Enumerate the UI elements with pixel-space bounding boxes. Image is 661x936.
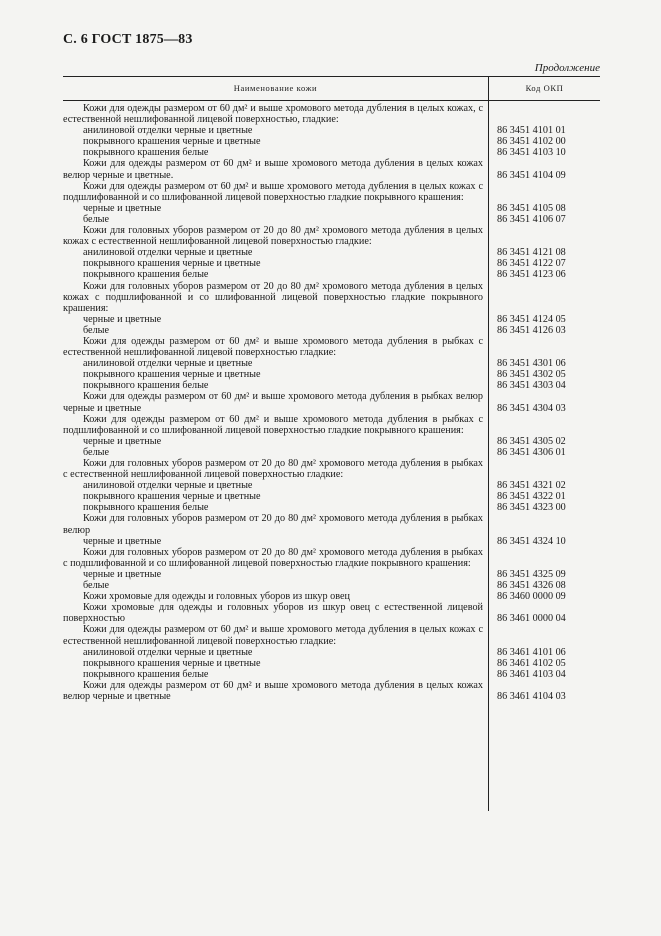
row-code: 86 3461 4104 03	[497, 690, 566, 702]
row-code: 86 3451 4304 03	[497, 402, 566, 414]
table-row-heading	[63, 103, 600, 125]
table-row	[63, 436, 600, 447]
row-code: 86 3451 4101 01	[497, 125, 566, 137]
row-code: 86 3461 4102 05	[497, 657, 566, 669]
column-header-name: Наименование кожи	[63, 77, 489, 100]
row-name: анилиновой отделки черные и цветные	[83, 358, 253, 370]
row-code: 86 3451 4301 06	[497, 358, 566, 370]
table-row-heading	[63, 680, 600, 702]
table-row	[63, 447, 600, 458]
table-row	[63, 147, 600, 158]
row-name: Кожи для головных уборов размером от 20 до 80 дм² хромового метода дубления в рыбках с подшлифованной и со шлифованной лицевой поверхностью гладкие покрывного крашения:	[63, 546, 483, 569]
table-row-heading	[63, 547, 600, 569]
row-name: покрывного крашения белые	[83, 269, 209, 281]
row-code: 86 3461 0000 04	[497, 613, 566, 625]
table-row	[63, 369, 600, 380]
table-row	[63, 258, 600, 269]
table-row	[63, 491, 600, 502]
row-name: черные и цветные	[83, 568, 162, 580]
row-name: Кожи для одежды размером от 60 дм² и выше хромового метода дубления в целых кожах, с естественной нешлифованной лицевой поверхностью, гладкие:	[63, 103, 483, 126]
row-name: Кожи для головных уборов размером от 20 до 80 дм² хромового метода дубления в целых кожах с подшлифованной и со шлифованной лицевой поверхностью гладкие покрывного крашения:	[63, 280, 483, 314]
row-code: 86 3451 4104 09	[497, 169, 566, 181]
row-name: черные и цветные	[83, 313, 162, 325]
table-row	[63, 380, 600, 391]
table-row	[63, 325, 600, 336]
table-row	[63, 125, 600, 136]
row-code: 86 3451 4105 08	[497, 202, 566, 214]
row-code: 86 3451 4306 01	[497, 446, 566, 458]
table-row-heading	[63, 602, 600, 624]
table-row	[63, 358, 600, 369]
table-row-heading	[63, 624, 600, 646]
row-name: белые	[83, 324, 110, 336]
table-row-heading	[63, 181, 600, 203]
row-name: черные и цветные	[83, 535, 162, 547]
table-row	[63, 247, 600, 258]
row-name: белые	[83, 213, 110, 225]
row-name: покрывного крашения белые	[83, 147, 209, 159]
row-name: покрывного крашения черные и цветные	[83, 491, 261, 503]
table-row-heading	[63, 458, 600, 480]
table-row	[63, 214, 600, 225]
row-code: 86 3451 4103 10	[497, 147, 566, 159]
row-name: покрывного крашения белые	[83, 668, 209, 680]
table-row	[63, 580, 600, 591]
row-code: 86 3451 4126 03	[497, 324, 566, 336]
table-row	[63, 502, 600, 513]
row-code: 86 3451 4121 08	[497, 247, 566, 259]
row-name: Кожи хромовые для одежды и головных уборов из шкур овец	[83, 591, 350, 603]
row-name: покрывного крашения белые	[83, 502, 209, 514]
leather-codes-table	[63, 76, 600, 702]
row-name: Кожи для одежды размером от 60 дм² и выше хромового метода дубления в целых кожах с естественной нешлифованной лицевой поверхностью гладкие:	[63, 624, 483, 647]
row-name: анилиновой отделки черные и цветные	[83, 125, 253, 137]
table-row-heading	[63, 158, 600, 180]
table-row	[63, 314, 600, 325]
row-code: 86 3461 4103 04	[497, 668, 566, 680]
row-code: 86 3451 4325 09	[497, 568, 566, 580]
row-name: Кожи для одежды размером от 60 дм² и выше хромового метода дубления в целых кожах велюр черные и цветные.	[63, 158, 483, 181]
table-row	[63, 480, 600, 491]
row-code: 86 3460 0000 09	[497, 591, 566, 603]
table-row-heading	[63, 225, 600, 247]
row-name: черные и цветные	[83, 202, 162, 214]
row-name: покрывного крашения черные и цветные	[83, 657, 261, 669]
table-row	[63, 647, 600, 658]
row-name: Кожи для головных уборов размером от 20 до 80 дм² хромового метода дубления в рыбках велюр	[63, 513, 483, 536]
row-name: Кожи для одежды размером от 60 дм² и выше хромового метода дубления в целых кожах с подшлифованной и со шлифованной лицевой поверхностью гладкие покрывного крашения:	[63, 180, 483, 203]
row-code: 86 3451 4102 00	[497, 136, 566, 148]
row-name: покрывного крашения черные и цветные	[83, 258, 261, 270]
row-code: 86 3451 4106 07	[497, 213, 566, 225]
row-name: Кожи для одежды размером от 60 дм² и выше хромового метода дубления в целых кожах велюр черные и цветные	[63, 679, 483, 702]
row-code: 86 3451 4324 10	[497, 535, 566, 547]
row-name: Кожи для одежды размером от 60 дм² и выше хромового метода дубления в рыбках велюр черные и цветные	[63, 391, 483, 414]
row-code: 86 3451 4303 04	[497, 380, 566, 392]
page-header: С. 6 ГОСТ 1875—83	[63, 32, 193, 47]
row-name: покрывного крашения черные и цветные	[83, 136, 261, 148]
table-row-heading	[63, 281, 600, 314]
column-header-code: Код ОКП	[525, 82, 564, 93]
table-row-heading	[63, 513, 600, 535]
table-row-heading	[63, 391, 600, 413]
row-code: 86 3451 4323 00	[497, 502, 566, 514]
row-code: 86 3451 4122 07	[497, 258, 566, 270]
row-code: 86 3451 4326 08	[497, 580, 566, 592]
row-name: Кожи для одежды размером от 60 дм² и выше хромового метода дубления в рыбках с подшлифованной и со шлифованной лицевой поверхностью гладкие покрывного крашения:	[63, 413, 483, 436]
row-name: анилиновой отделки черные и цветные	[83, 480, 253, 492]
row-code: 86 3451 4124 05	[497, 313, 566, 325]
table-row	[63, 536, 600, 547]
continuation-label: Продолжение	[534, 62, 600, 74]
row-name: анилиновой отделки черные и цветные	[83, 646, 253, 658]
row-name: покрывного крашения черные и цветные	[83, 369, 261, 381]
row-name: Кожи для одежды размером от 60 дм² и выше хромового метода дубления в рыбках с естественной нешлифованной лицевой поверхностью гладкие:	[63, 335, 483, 359]
table-row	[63, 203, 600, 214]
row-name: черные и цветные	[83, 435, 162, 447]
table-row-heading	[63, 414, 600, 436]
row-code: 86 3451 4322 01	[497, 491, 566, 503]
row-name: покрывного крашения белые	[83, 380, 209, 392]
row-code: 86 3451 4123 06	[497, 269, 566, 281]
table-row	[63, 136, 600, 147]
row-name: анилиновой отделки черные и цветные	[83, 247, 253, 259]
row-name: Кожи для головных уборов размером от 20 до 80 дм² хромового метода дубления в рыбках с естественной нешлифованной лицевой поверхностью гладкие:	[63, 458, 483, 481]
table-row	[63, 658, 600, 669]
row-name: Кожи хромовые для одежды и головных уборов из шкур овец с естественной лицевой поверхностью	[63, 602, 483, 625]
row-name: белые	[83, 580, 110, 592]
table-row-heading	[63, 336, 600, 358]
table-row	[63, 269, 600, 280]
row-code: 86 3451 4302 05	[497, 369, 566, 381]
table-header	[63, 76, 600, 101]
table-row	[63, 569, 600, 580]
row-name: Кожи для головных уборов размером от 20 до 80 дм² хромового метода дубления в целых кожах с естественной нешлифованной лицевой поверхностью гладкие:	[63, 225, 483, 248]
row-name: белые	[83, 446, 110, 458]
table-row	[63, 669, 600, 680]
table-row-heading	[63, 591, 600, 602]
row-code: 86 3451 4305 02	[497, 435, 566, 447]
table-body	[63, 101, 600, 702]
row-code: 86 3461 4101 06	[497, 646, 566, 658]
row-code: 86 3451 4321 02	[497, 480, 566, 492]
